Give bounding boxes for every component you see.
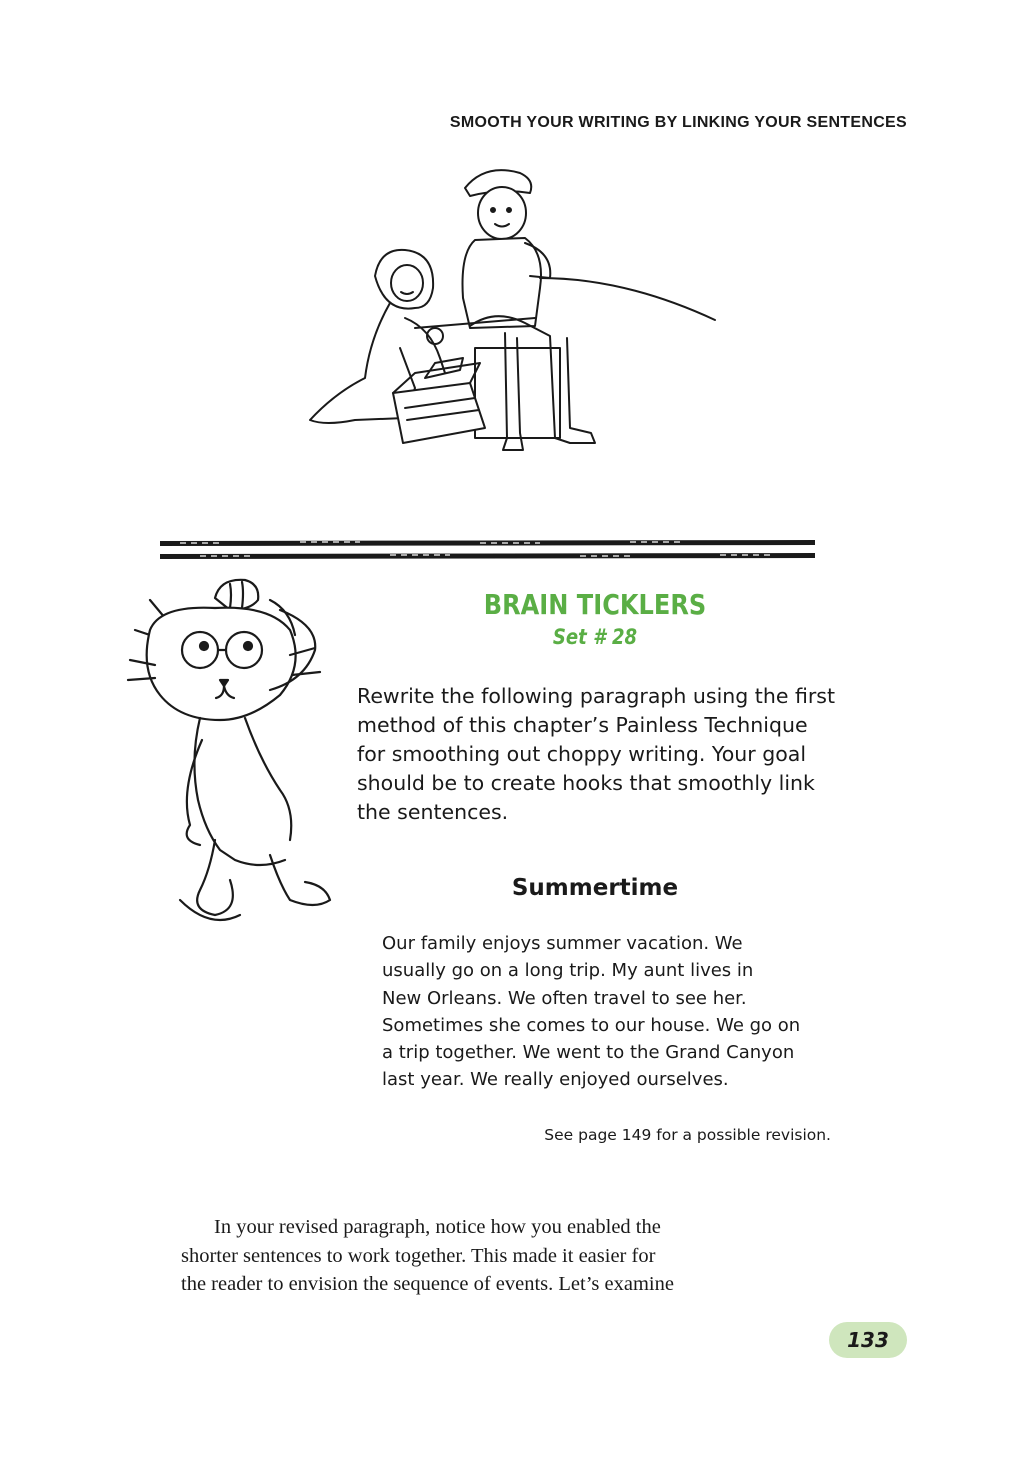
brain-ticklers-title: BRAIN TICKLERS: [483, 588, 707, 621]
instruction-line: method of this chapter’s Painless Technique: [357, 713, 808, 737]
body-line: In your revised paragraph, notice how you enabled the: [214, 1216, 661, 1238]
paragraph-line: Our family enjoys summer vacation. We: [382, 933, 743, 954]
body-line: shorter sentences to work together. This made it easier for: [181, 1244, 656, 1267]
fishing-kids-illustration: [295, 158, 720, 473]
section-divider: [160, 537, 815, 563]
paragraph-line: last year. We really enjoyed ourselves.: [382, 1069, 729, 1091]
body-paragraph: [181, 1213, 801, 1299]
instruction-line: the sentences.: [357, 800, 509, 824]
paragraph-line: Sometimes she comes to our house. We go on: [382, 1014, 801, 1036]
paragraph-line: usually go on a long trip. My aunt lives in: [382, 960, 754, 982]
body-line: the reader to envision the sequence of events. Let’s examine: [181, 1273, 674, 1295]
set-number: Set # 28: [552, 625, 638, 649]
instruction-line: should be to create hooks that smoothly link: [357, 771, 815, 795]
puzzled-cat-illustration: [120, 570, 345, 940]
instruction-line: Rewrite the following paragraph using the first: [357, 684, 836, 708]
instruction-line: for smoothing out choppy writing. Your goal: [357, 742, 807, 766]
page-number: 133: [829, 1322, 907, 1358]
answer-reference: See page 149 for a possible revision.: [544, 1126, 831, 1144]
running-head: SMOOTH YOUR WRITING BY LINKING YOUR SENTENCES: [449, 114, 907, 131]
exercise-paragraph: [382, 930, 822, 1094]
exercise-instructions: [357, 682, 837, 827]
paragraph-line: a trip together. We went to the Grand Canyon: [382, 1042, 795, 1064]
exercise-title: Summertime: [511, 875, 679, 901]
paragraph-line: New Orleans. We often travel to see her.: [382, 987, 747, 1009]
